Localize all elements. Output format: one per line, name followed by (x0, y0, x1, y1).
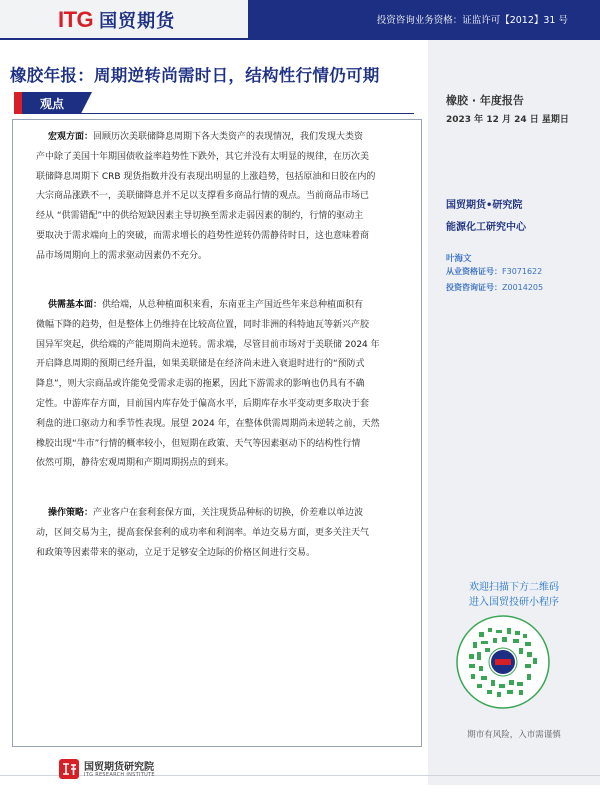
paragraph (36, 296, 412, 474)
paragraph-line (36, 148, 412, 168)
paragraph-text: 要取决于需求端向上的突破，而需求增长的趋势性逆转仍需静待时日，这也意味着商 (36, 230, 370, 241)
research-institute-logo-icon (58, 758, 80, 780)
consulting-cert (446, 282, 543, 293)
consulting-cert-value: Z0014205 (502, 283, 544, 292)
paragraph-text: 微幅下降的趋势，但是整体上仍维持在比较高位置，同时非洲的科特迪瓦等新兴产胶 (36, 319, 370, 330)
paragraph-text: 经从 “供需错配”中的供给短缺因素主导切换至需求走弱因素的制约，行情的驱动主 (36, 211, 364, 222)
paragraph-line (36, 187, 412, 207)
report-date: 2023 年 12 月 24 日 星期日 (446, 115, 569, 125)
section-label: 观点 (40, 97, 65, 111)
paragraph-text: 供给端，从总种植面积来看，东南亚主产国近些年来总种植面积有 (102, 300, 364, 310)
footer-institute-english: ITG RESEARCH INSTITUTE (84, 772, 155, 778)
qualification-cert (446, 266, 542, 277)
paragraph-text: 依然可期，静待宏观周期和产期周期拐点的到来。 (36, 458, 235, 469)
paragraph-text: 橡胶出现“牛市”行情的概率较小，但短期在政策、天气等因素驱动下的结构性行情 (36, 438, 361, 449)
paragraph-text: 产中除了美国十年期国债收益率趋势性下跌外，其它并没有太明显的规律，在历次美 (36, 151, 370, 162)
qualification-cert-label: 从业资格证号： (446, 267, 502, 276)
paragraph-line (36, 544, 412, 564)
paragraph-line (36, 375, 412, 395)
section-header-viewpoint (14, 92, 414, 114)
report-title: 橡胶年报：周期逆转尚需时日，结构性行情仍可期 (10, 66, 380, 85)
qr-invite-text: 欢迎扫描下方二维码 (469, 582, 559, 593)
paragraph-line (36, 524, 412, 544)
paragraph-line (36, 227, 412, 247)
license-text: 投资咨询业务资格：证监许可【2012】31 号 (376, 15, 568, 26)
report-type: 橡胶 · 年度报告 (446, 94, 524, 107)
paragraph-line (36, 454, 412, 474)
paragraph (36, 128, 412, 267)
header-bar (0, 0, 600, 40)
paragraph-line (36, 128, 412, 148)
qr-miniprogram-text: 进入国贸投研小程序 (469, 597, 559, 608)
organization-name: 国贸期货•研究院 (446, 200, 523, 211)
paragraph-lead: 宏观方面： (48, 132, 94, 142)
department-name: 能源化工研究中心 (446, 222, 526, 233)
qualification-cert-value: F3071622 (502, 267, 543, 276)
paragraph-text: 大宗商品涨跌不一，美联储降息并不足以支撑看多商品行情的观点。当前商品市场已 (36, 191, 370, 202)
paragraph-line (36, 415, 412, 435)
paragraph-text: 开启降息周期的预期已经升温，如果美联储是在经济尚未进入衰退时进行的“预防式 (36, 359, 365, 370)
paragraph-line (36, 296, 412, 316)
paragraph-line (36, 247, 412, 267)
company-logo (58, 9, 175, 31)
consulting-cert-label: 投资咨询证号： (446, 283, 502, 292)
paragraph-text: 联储降息周期下 CRB 现货指数并没有表现出明显的上涨趋势，包括原油和日胶在内的 (36, 171, 376, 182)
qr-code-icon[interactable] (455, 614, 551, 710)
paragraph-line (36, 435, 412, 455)
paragraph-text: 回顾历次美联储降息周期下各大类资产的表现情况，我们发现大类资 (93, 132, 364, 142)
paragraph-text: 和政策等因素带来的驱动，立足于足够安全边际的价格区间进行交易。 (36, 547, 316, 558)
paragraph-text: 降息”，则大宗商品或许能免受需求走弱的拖累，因此下游需求的影响也仍具有不确 (36, 379, 365, 390)
paragraph-text: 定性。中游库存方面，目前国内库存处于偏高水平，后期库存水平变动更多取决于套 (36, 398, 370, 409)
risk-warning: 期市有风险，入市需谨慎 (467, 730, 561, 740)
paragraph-line (36, 207, 412, 227)
paragraph-line (36, 395, 412, 415)
paragraph-text: 国异军突起，供给端的产能周期尚未逆转。需求端，尽管目前市场对于美联储 2024 年 (36, 339, 380, 350)
paragraph-text: 利盘的进口驱动力和季节性表现。展望 2024 年，在整体供需周期尚未逆转之前，天然 (36, 418, 380, 429)
paragraph-lead: 供需基本面： (48, 300, 103, 310)
analyst-name: 叶海文 (446, 254, 472, 264)
paragraph-line (36, 355, 412, 375)
paragraph-text: 品市场周期向上的需求驱动因素仍不充分。 (36, 250, 208, 261)
paragraph-text: 产业客户在套利套保方面，关注现货品种标的切换，价差难以单边波 (93, 508, 364, 518)
paragraph-line (36, 504, 412, 524)
section-accent-bar (14, 92, 22, 114)
section-underline (22, 113, 414, 114)
logo-cn-text: 国贸期货 (99, 11, 176, 32)
paragraph-line (36, 336, 412, 356)
paragraph-line (36, 316, 412, 336)
logo-itg-text: ITG (58, 7, 94, 32)
footer-institute-name: 国贸期货研究院 (84, 762, 154, 773)
paragraph (36, 504, 412, 563)
paragraph-lead: 操作策略： (48, 508, 94, 518)
paragraph-text: 动，区间交易为主，提高套保套利的成功率和利润率。单边交易方面，更多关注天气 (36, 527, 370, 538)
paragraph-line (36, 168, 412, 188)
